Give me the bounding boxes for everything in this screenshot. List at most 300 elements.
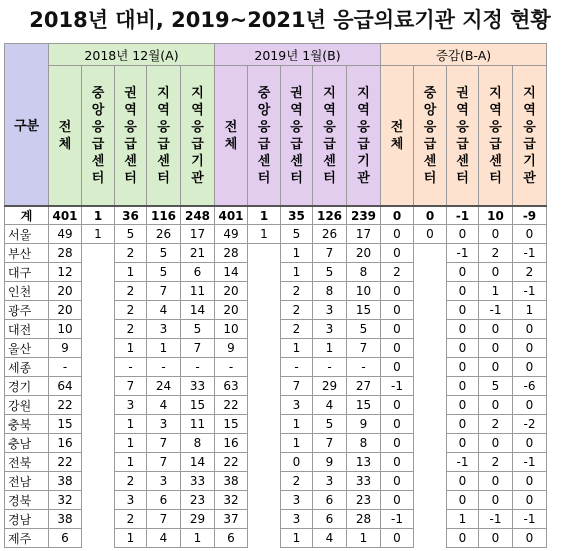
table-cell: 22 [49, 396, 82, 415]
table-cell [414, 396, 447, 415]
table-cell: 3 [115, 491, 147, 510]
table-cell: -1 [381, 377, 414, 396]
table-cell: 0 [381, 396, 414, 415]
row-region-label: 전북 [5, 453, 49, 472]
table-cell: 1 [281, 339, 313, 358]
table-cell: 0 [479, 396, 513, 415]
table-cell: 0 [513, 491, 547, 510]
total-label: 계 [5, 206, 49, 225]
table-cell: 8 [347, 263, 381, 282]
table-row [5, 339, 547, 358]
table-cell: -1 [513, 244, 547, 263]
table-cell: 32 [215, 491, 248, 510]
header-sub-a-3 [147, 66, 181, 207]
table-cell: -1 [447, 244, 479, 263]
table-cell: 49 [215, 225, 248, 244]
total-cell: 1 [82, 206, 115, 225]
designation-status-table [4, 43, 547, 548]
header-sub-change-0 [381, 66, 414, 207]
table-cell: 0 [513, 529, 547, 548]
table-cell: 5 [347, 320, 381, 339]
table-cell: 0 [479, 529, 513, 548]
table-cell: 16 [49, 434, 82, 453]
table-cell: 33 [347, 472, 381, 491]
table-cell: 1 [347, 529, 381, 548]
table-cell: 0 [381, 225, 414, 244]
header-sub-a-2 [115, 66, 147, 207]
table-cell: 10 [347, 282, 381, 301]
table-cell: 38 [215, 472, 248, 491]
table-cell: 9 [49, 339, 82, 358]
table-row [5, 282, 547, 301]
table-cell [414, 244, 447, 263]
table-cell: 5 [479, 377, 513, 396]
table-cell: 0 [447, 491, 479, 510]
table-cell: 0 [447, 415, 479, 434]
table-cell [414, 339, 447, 358]
table-cell: 33 [181, 377, 215, 396]
table-cell: 0 [281, 453, 313, 472]
table-cell: 0 [381, 434, 414, 453]
table-cell: 23 [347, 491, 381, 510]
table-row [5, 491, 547, 510]
table-cell: 0 [447, 396, 479, 415]
table-cell: 0 [513, 434, 547, 453]
table-cell: 13 [347, 453, 381, 472]
row-region-label: 인천 [5, 282, 49, 301]
table-cell: 22 [215, 396, 248, 415]
table-cell: 1 [479, 282, 513, 301]
header-sub-label: 지역응급센터 [323, 85, 336, 186]
header-sub-b-4 [347, 66, 381, 207]
table-cell [82, 472, 115, 491]
table-cell: 0 [479, 358, 513, 377]
table-cell: 2 [115, 301, 147, 320]
header-sub-change-3 [479, 66, 513, 207]
table-cell [82, 358, 115, 377]
table-cell: 10 [215, 320, 248, 339]
table-cell: 29 [181, 510, 215, 529]
table-cell: -1 [479, 301, 513, 320]
table-row [5, 472, 547, 491]
table-cell: 0 [479, 320, 513, 339]
table-cell: 15 [181, 396, 215, 415]
table-cell: 1 [82, 225, 115, 244]
table-cell: - [49, 358, 82, 377]
table-cell: 5 [281, 225, 313, 244]
table-cell: -1 [513, 453, 547, 472]
table-cell: 1 [281, 434, 313, 453]
table-cell [82, 301, 115, 320]
table-cell: 0 [381, 244, 414, 263]
table-cell: 3 [115, 396, 147, 415]
table-cell: 3 [281, 510, 313, 529]
table-cell: 0 [479, 225, 513, 244]
row-region-label: 충남 [5, 434, 49, 453]
table-cell [248, 320, 281, 339]
table-cell: 12 [49, 263, 82, 282]
table-cell: 0 [513, 339, 547, 358]
table-cell: 26 [313, 225, 347, 244]
table-cell: 0 [381, 472, 414, 491]
table-cell: 0 [513, 225, 547, 244]
table-cell: 20 [347, 244, 381, 263]
table-cell: 0 [447, 472, 479, 491]
table-cell: 16 [215, 434, 248, 453]
row-region-label: 부산 [5, 244, 49, 263]
table-cell: 5 [181, 320, 215, 339]
table-cell [414, 301, 447, 320]
table-cell: 15 [347, 396, 381, 415]
table-cell: 0 [447, 263, 479, 282]
table-cell [414, 415, 447, 434]
table-cell: 5 [147, 263, 181, 282]
table-cell: 7 [147, 453, 181, 472]
table-cell: 6 [313, 510, 347, 529]
header-sub-change-1 [414, 66, 447, 207]
table-cell: 22 [215, 453, 248, 472]
table-cell: 0 [479, 491, 513, 510]
table-cell: 23 [181, 491, 215, 510]
table-cell: 63 [215, 377, 248, 396]
table-cell: 0 [447, 339, 479, 358]
table-cell: 5 [115, 225, 147, 244]
header-sub-b-1 [248, 66, 281, 207]
table-cell: 0 [479, 339, 513, 358]
table-cell: 20 [49, 301, 82, 320]
table-cell [248, 377, 281, 396]
table-row [5, 396, 547, 415]
table-cell: 4 [147, 396, 181, 415]
table-row [5, 453, 547, 472]
table-row [5, 244, 547, 263]
table-cell: 8 [347, 434, 381, 453]
total-cell: 1 [248, 206, 281, 225]
row-region-label: 울산 [5, 339, 49, 358]
header-group-a: 2018년 12월(A) [49, 44, 215, 66]
table-cell: 0 [381, 339, 414, 358]
table-cell: 15 [347, 301, 381, 320]
table-cell: 14 [215, 263, 248, 282]
table-cell: 0 [447, 282, 479, 301]
row-region-label: 강원 [5, 396, 49, 415]
table-cell: 4 [147, 301, 181, 320]
total-cell: 0 [381, 206, 414, 225]
total-cell: -1 [447, 206, 479, 225]
table-row [5, 320, 547, 339]
table-cell: 4 [313, 529, 347, 548]
table-cell [248, 453, 281, 472]
table-cell: 9 [215, 339, 248, 358]
header-sub-change-2 [447, 66, 479, 207]
row-region-label: 서울 [5, 225, 49, 244]
table-cell: 0 [447, 377, 479, 396]
table-cell [82, 453, 115, 472]
table-cell: 3 [281, 491, 313, 510]
table-row [5, 415, 547, 434]
table-cell: 2 [381, 263, 414, 282]
table-cell [82, 282, 115, 301]
table-cell: -1 [513, 510, 547, 529]
total-cell: 116 [147, 206, 181, 225]
table-row [5, 377, 547, 396]
table-cell [414, 510, 447, 529]
table-cell [414, 434, 447, 453]
table-cell: -1 [381, 510, 414, 529]
table-cell: 1 [115, 453, 147, 472]
table-cell: 3 [313, 472, 347, 491]
table-cell: 2 [115, 282, 147, 301]
table-cell: 3 [281, 396, 313, 415]
table-cell [248, 339, 281, 358]
table-cell: 7 [181, 339, 215, 358]
table-cell: 0 [381, 358, 414, 377]
table-cell: 32 [49, 491, 82, 510]
table-cell: 27 [347, 377, 381, 396]
table-cell [414, 529, 447, 548]
table-cell: 3 [147, 415, 181, 434]
row-region-label: 광주 [5, 301, 49, 320]
table-cell: 26 [147, 225, 181, 244]
table-cell: 1 [115, 434, 147, 453]
table-cell: 2 [479, 453, 513, 472]
table-cell: 6 [181, 263, 215, 282]
header-sub-label: 지역응급기관 [191, 85, 204, 186]
row-region-label: 세종 [5, 358, 49, 377]
table-cell [248, 358, 281, 377]
table-cell: 0 [513, 472, 547, 491]
table-cell [82, 377, 115, 396]
table-cell: 1 [115, 415, 147, 434]
table-cell: 1 [115, 339, 147, 358]
total-cell: 239 [347, 206, 381, 225]
header-sub-change-4 [513, 66, 547, 207]
table-cell: 0 [447, 529, 479, 548]
table-cell: 15 [215, 415, 248, 434]
table-cell: 1 [181, 529, 215, 548]
table-cell [414, 282, 447, 301]
table-cell: 0 [381, 453, 414, 472]
table-cell: 14 [181, 301, 215, 320]
table-cell: 49 [49, 225, 82, 244]
table-cell: 0 [381, 282, 414, 301]
header-sub-a-1 [82, 66, 115, 207]
table-cell: 11 [181, 282, 215, 301]
table-cell: 0 [447, 320, 479, 339]
table-cell [82, 529, 115, 548]
table-cell [414, 358, 447, 377]
total-cell: 248 [181, 206, 215, 225]
table-cell: 7 [281, 377, 313, 396]
table-cell: 6 [215, 529, 248, 548]
table-cell [248, 434, 281, 453]
table-cell: 0 [447, 434, 479, 453]
total-cell: 36 [115, 206, 147, 225]
table-cell: 0 [479, 472, 513, 491]
table-cell: 6 [49, 529, 82, 548]
header-sub-b-3 [313, 66, 347, 207]
table-cell [248, 263, 281, 282]
table-cell: 0 [479, 434, 513, 453]
table-cell [414, 491, 447, 510]
table-cell: 1 [313, 339, 347, 358]
table-cell: 11 [181, 415, 215, 434]
total-cell: 10 [479, 206, 513, 225]
table-row [5, 529, 547, 548]
table-cell: 1 [115, 263, 147, 282]
table-cell: 1 [281, 529, 313, 548]
table-cell [414, 320, 447, 339]
table-cell: 0 [513, 320, 547, 339]
total-cell: 126 [313, 206, 347, 225]
table-cell: 4 [313, 396, 347, 415]
table-cell [82, 320, 115, 339]
table-cell: 9 [347, 415, 381, 434]
table-cell: - [115, 358, 147, 377]
table-cell [414, 377, 447, 396]
table-cell [248, 396, 281, 415]
table-cell: -2 [513, 415, 547, 434]
table-cell: 38 [49, 510, 82, 529]
table-cell: - [215, 358, 248, 377]
table-cell [82, 434, 115, 453]
total-cell: 0 [414, 206, 447, 225]
table-cell: 3 [147, 472, 181, 491]
table-cell: 28 [49, 244, 82, 263]
table-cell: 0 [513, 358, 547, 377]
row-region-label: 대구 [5, 263, 49, 282]
table-cell: 7 [147, 282, 181, 301]
table-cell [82, 491, 115, 510]
header-group-change: 증감(B-A) [381, 44, 547, 66]
table-cell: 2 [115, 244, 147, 263]
total-row [5, 206, 547, 225]
header-sub-label: 전체 [58, 119, 72, 152]
table-cell: 1 [248, 225, 281, 244]
table-cell: 24 [147, 377, 181, 396]
header-sub-label: 지역응급기관 [357, 85, 370, 186]
header-sub-label: 중앙응급센터 [257, 85, 271, 186]
table-cell: 0 [414, 225, 447, 244]
table-cell: 0 [447, 358, 479, 377]
table-cell: 10 [49, 320, 82, 339]
table-cell: 0 [381, 415, 414, 434]
table-cell: 15 [49, 415, 82, 434]
table-cell: 2 [281, 320, 313, 339]
header-sub-b-0 [215, 66, 248, 207]
table-cell: 0 [513, 396, 547, 415]
table-cell [82, 263, 115, 282]
header-sub-label: 권역응급센터 [456, 85, 469, 186]
row-region-label: 제주 [5, 529, 49, 548]
table-cell [248, 415, 281, 434]
table-cell: 20 [215, 282, 248, 301]
table-row [5, 358, 547, 377]
table-cell: 0 [381, 529, 414, 548]
table-row [5, 225, 547, 244]
table-cell [248, 282, 281, 301]
table-cell: 64 [49, 377, 82, 396]
row-region-label: 경기 [5, 377, 49, 396]
table-cell: 2 [479, 244, 513, 263]
table-cell: 20 [215, 301, 248, 320]
table-cell: 6 [313, 491, 347, 510]
table-cell: 20 [49, 282, 82, 301]
table-row [5, 510, 547, 529]
row-region-label: 충북 [5, 415, 49, 434]
table-row [5, 301, 547, 320]
table-cell: -1 [479, 510, 513, 529]
table-cell: 2 [281, 282, 313, 301]
table-cell: 1 [281, 263, 313, 282]
table-cell: 1 [447, 510, 479, 529]
table-cell: 0 [479, 263, 513, 282]
row-region-label: 경북 [5, 491, 49, 510]
table-row [5, 434, 547, 453]
table-cell: 1 [513, 301, 547, 320]
table-cell: -1 [513, 282, 547, 301]
header-sub-a-4 [181, 66, 215, 207]
table-cell: 2 [281, 301, 313, 320]
table-cell: 28 [215, 244, 248, 263]
table-row [5, 263, 547, 282]
table-cell: 7 [313, 434, 347, 453]
table-cell: 2 [281, 472, 313, 491]
table-cell [248, 529, 281, 548]
page-title: 2018년 대비, 2019~2021년 응급의료기관 지정 현황 [29, 8, 551, 32]
row-region-label: 경남 [5, 510, 49, 529]
table-cell: 6 [147, 491, 181, 510]
table-cell [248, 491, 281, 510]
table-cell: 17 [181, 225, 215, 244]
table-cell [248, 472, 281, 491]
table-cell: 0 [381, 320, 414, 339]
header-sub-label: 전체 [390, 119, 404, 152]
table-cell: 2 [115, 320, 147, 339]
header-sub-label: 지역응급센터 [157, 85, 170, 186]
table-cell: 8 [313, 282, 347, 301]
header-sub-label: 지역응급기관 [523, 85, 536, 186]
table-cell: 7 [313, 244, 347, 263]
total-cell: -9 [513, 206, 547, 225]
table-cell [82, 415, 115, 434]
table-cell: 8 [181, 434, 215, 453]
table-cell: 1 [147, 339, 181, 358]
header-sub-label: 지역응급센터 [489, 85, 502, 186]
table-cell: 5 [313, 263, 347, 282]
table-cell: 5 [313, 415, 347, 434]
table-cell [82, 396, 115, 415]
table-cell [82, 510, 115, 529]
table-cell: 28 [347, 510, 381, 529]
table-cell: 2 [479, 415, 513, 434]
table-cell: 1 [281, 244, 313, 263]
table-cell [248, 510, 281, 529]
table-cell: 1 [281, 415, 313, 434]
table-cell: 3 [147, 320, 181, 339]
table-cell: 38 [49, 472, 82, 491]
table-cell: 7 [115, 377, 147, 396]
header-sub-label: 권역응급센터 [124, 85, 137, 186]
table-cell: 5 [147, 244, 181, 263]
table-cell: 2 [513, 263, 547, 282]
table-cell [248, 301, 281, 320]
header-group-b: 2019년 1월(B) [215, 44, 381, 66]
table-cell: 17 [347, 225, 381, 244]
header-gubun: 구분 [5, 44, 49, 207]
table-cell: 7 [347, 339, 381, 358]
table-cell: 29 [313, 377, 347, 396]
